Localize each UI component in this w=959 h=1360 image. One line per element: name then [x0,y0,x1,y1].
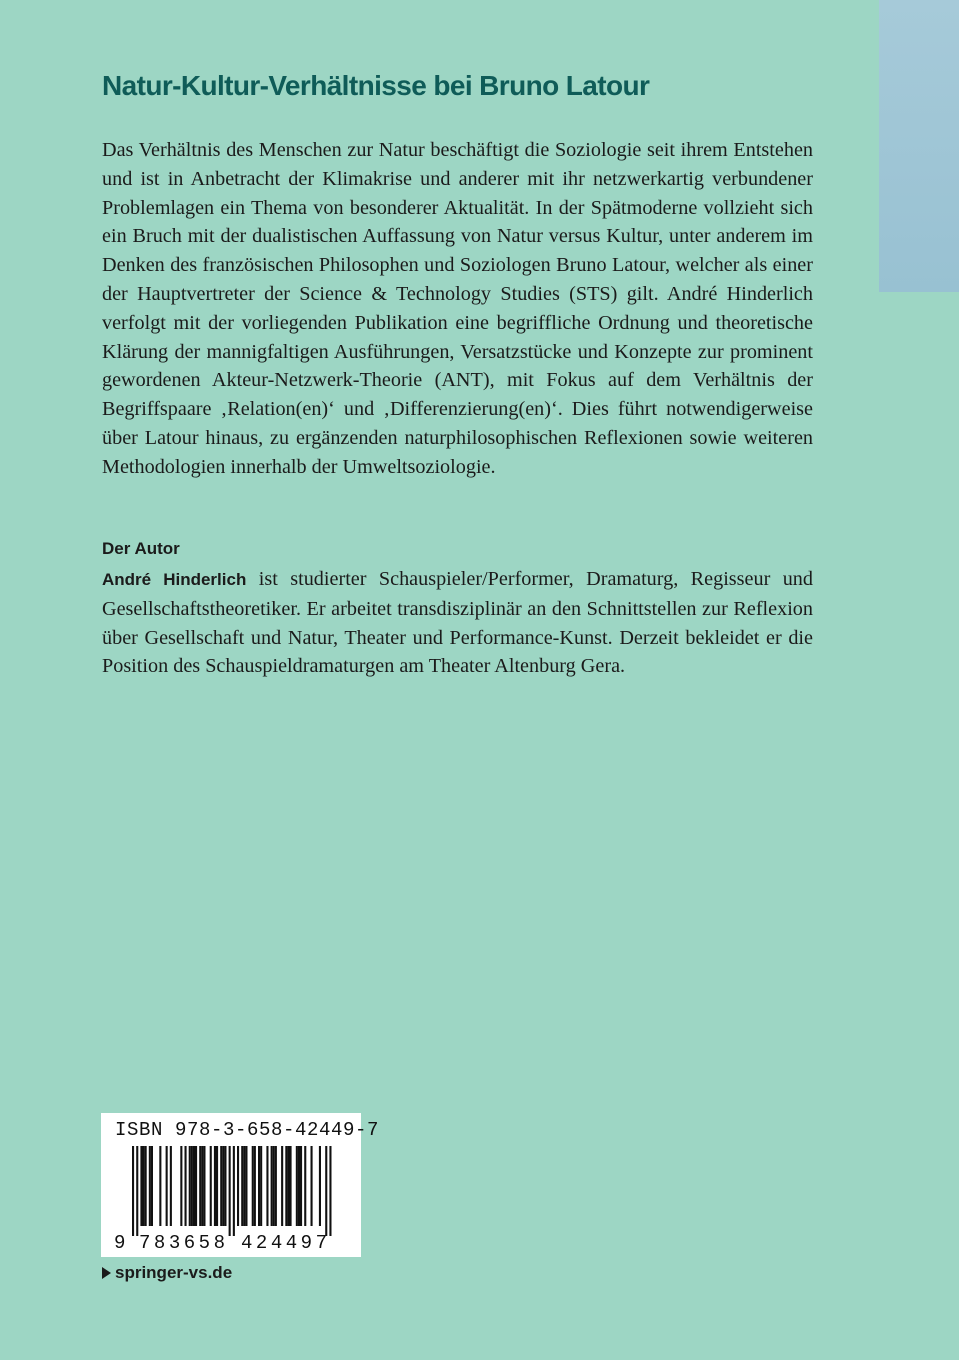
barcode-bar [285,1146,287,1226]
barcode-bar [132,1146,134,1236]
barcode-bar [329,1146,331,1236]
barcode-bar [210,1146,212,1226]
publisher-url: springer-vs.de [115,1263,233,1282]
barcode-bar [159,1146,161,1226]
barcode-bar [275,1146,277,1226]
book-title: Natur-Kultur-Verhältnisse bei Bruno Latour [102,70,650,101]
barcode-bar [143,1146,145,1226]
barcode-bar [304,1146,306,1226]
barcode-bar [287,1146,289,1226]
barcode-bar [233,1146,235,1236]
barcode-bar [311,1146,313,1226]
barcode-bar [300,1146,302,1226]
barcode-graphic [101,1113,361,1257]
ean-right-digits: 424497 [241,1232,327,1254]
barcode-bar [195,1146,197,1226]
barcode-bar [214,1146,216,1226]
barcode-bar [191,1146,193,1226]
barcode-bar [266,1146,268,1226]
barcode-bar [151,1146,153,1226]
barcode-bar [243,1146,245,1226]
barcode-bar [260,1146,262,1226]
barcode-bar [281,1146,283,1226]
barcode-bar [222,1146,224,1226]
barcode-bar [189,1146,191,1226]
barcode-bar [258,1146,260,1226]
barcode-bar [149,1146,151,1226]
barcode-bar [241,1146,243,1226]
barcode-bar [220,1146,222,1226]
barcode-bar [193,1146,195,1226]
barcode-bar [273,1146,275,1226]
author-bio [102,565,813,681]
book-blurb: Das Verhältnis des Menschen zur Natur beschäftigt die Soziologie seit ihrem Entstehen und ist in Anbetracht der Klimakrise und anderer mit ihr netzwerkartig verbundener Problemlagen ein Thema von besonderer Aktualität. In der Spätmoderne vollzieht sich ein Bruch mit der dualistischen Auffassung von Natur versus Kultur, unter anderem im Denken des französischen Philosophen und Soziologen Bruno Latour, welcher als einer der Hauptvertreter der Science & Technology Studies (STS) gilt. André Hinderlich verfolgt mit der vorliegenden Publikation eine begriffliche Ordnung und theoretische Klärung der mannigfaltigen Ausführungen, Versatzstücke und Konzepte zur prominent gewordenen Akteur-Netzwerk-Theorie (ANT), mit Fokus auf dem Verhältnis der Begriffspaare ‚Relation(en)‘ und ‚Differenzierung(en)‘. Dies führt notwendigerweise über Latour hinaus, zu ergänzenden naturphilosophischen Reflexionen sowie weiteren Methodologien innerhalb der Umweltsoziologie. [102,139,813,478]
barcode-bar [140,1146,142,1226]
author-bio-text: ist studierter Schauspieler/Performer, Dramaturg, Regisseur und Gesellschaftstheoretiker. Er arbeitet transdisziplinär an den Schnittstellen zur Reflexion über Gesellschaft und Natur, Theater und Performance-Kunst. Derzeit bekleidet er die Position des Schauspieldramaturgen am Theater Altenburg Gera. [102,568,813,678]
barcode-bar [224,1146,226,1226]
barcode-bar [245,1146,247,1226]
ean-first-digit: 9 [114,1232,126,1254]
barcode-bar [216,1146,218,1226]
ean-left-digits: 783658 [139,1232,225,1254]
barcode-bar [298,1146,300,1226]
barcode-bar [271,1146,273,1226]
barcode-bar [185,1146,187,1226]
barcode-bar [254,1146,256,1226]
isbn-label: ISBN 978-3-658-42449-7 [115,1119,380,1141]
barcode-bar [296,1146,298,1226]
barcode-bar [237,1146,239,1226]
barcode-bar [136,1146,138,1236]
author-name: André Hinderlich [102,570,247,589]
barcode-bar [166,1146,168,1226]
barcode-bar [319,1146,321,1226]
barcode-bar [145,1146,147,1226]
publisher-link[interactable] [102,1263,232,1283]
barcode-bar [170,1146,172,1226]
barcode-bar [203,1146,205,1226]
side-color-strip [879,0,959,292]
barcode-bar [229,1146,231,1236]
barcode-bar [325,1146,327,1236]
isbn-barcode [101,1113,380,1257]
author-heading: Der Autor [102,539,180,558]
barcode-bar [252,1146,254,1226]
barcode-bar [290,1146,292,1226]
barcode-bars [132,1146,332,1236]
barcode-bar [199,1146,201,1226]
barcode-bar [180,1146,182,1226]
play-icon [102,1267,111,1279]
barcode-bar [201,1146,203,1226]
